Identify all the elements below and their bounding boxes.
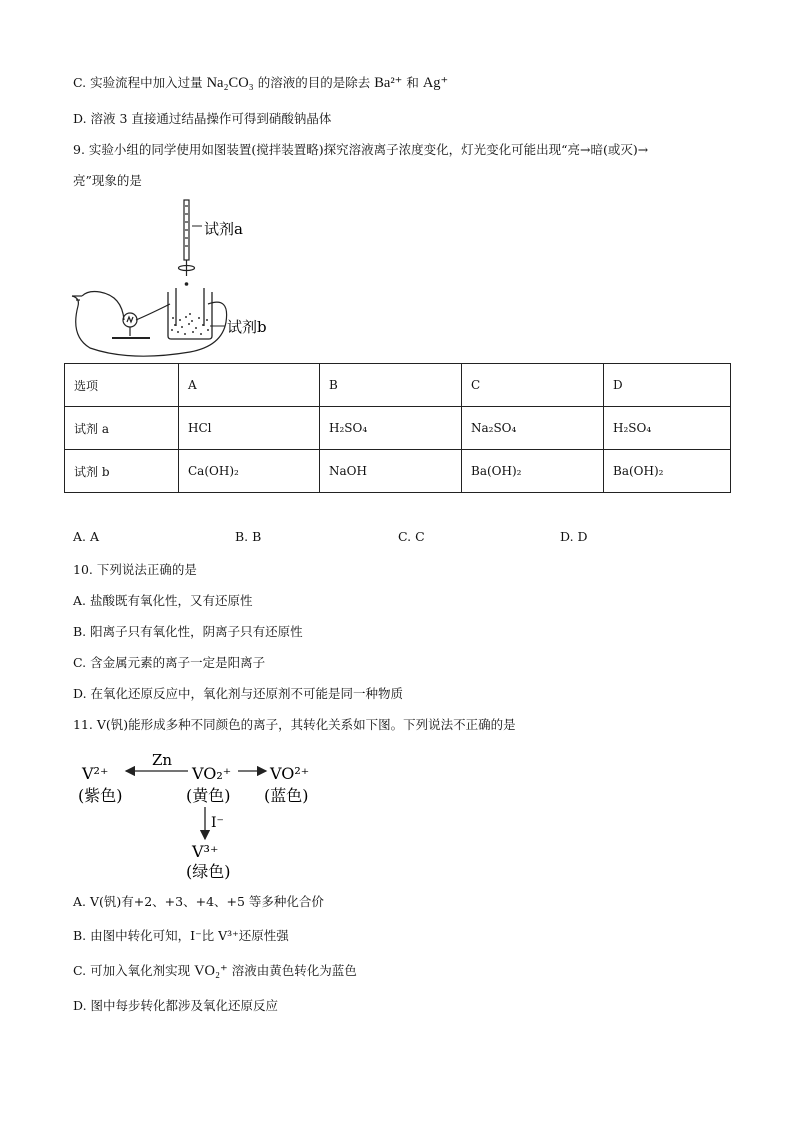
q9-answer-c[interactable]: C. C [398,529,425,544]
q11-option-b: B. 由图中转化可知，I⁻比 V³⁺还原性强 [73,928,289,943]
q11-option-d: D. 图中每步转化都涉及氧化还原反应 [73,998,279,1013]
q9-answer-d[interactable]: D. D [560,529,588,544]
q11-formula-vo2p: VO₂⁺ [194,963,228,979]
q11-option-c-text: C. 可加入氧化剂实现 [73,963,191,978]
q9-apparatus-figure [70,196,310,361]
ion-v2-color: (紫色) [78,786,123,805]
label-reagent-b: 试剂b [227,318,267,336]
q10-stem: 10. 下列说法正确的是 [73,562,197,577]
table-header-row [65,364,731,407]
q9-answer-a[interactable]: A. A [73,529,100,544]
q8-ion-ba: Ba²⁺ [374,75,403,91]
table-cell: H₂SO₄ [320,407,462,450]
table-header-cell: A [179,364,320,407]
q8-ion-ag: Ag⁺ [422,75,449,91]
q10-option-c: C. 含金属元素的离子一定是阳离子 [73,655,266,670]
q11-option-c [73,962,357,980]
table-cell: NaOH [320,450,462,493]
q8-option-c-text-mid: 的溶液的目的是除去 [257,75,371,90]
table-row [65,450,731,493]
q8-option-d: D. 溶液 3 直接通过结晶操作可得到硝酸钠晶体 [73,111,332,126]
q8-option-c-text: C. 实验流程中加入过量 [73,75,203,90]
table-header-cell: D [604,364,731,407]
q9-stem-line2: 亮”现象的是 [73,173,142,188]
table-row [65,407,731,450]
ion-v3: V³⁺ [192,842,219,861]
ion-v3-color: (绿色) [186,862,231,880]
burette-icon [179,200,195,285]
q9-answer-b[interactable]: B. B [235,529,262,544]
reagent-iodide: I⁻ [211,815,224,831]
q8-option-c [73,74,448,92]
table-cell: Ba(OH)₂ [462,450,604,493]
q11-option-c-text-post: 溶液由黄色转化为蓝色 [231,963,357,978]
label-reagent-a: 试剂a [204,220,243,238]
q10-option-d: D. 在氧化还原反应中，氧化剂与还原剂不可能是同一种物质 [73,686,404,701]
table-cell: Ca(OH)₂ [179,450,320,493]
q10-option-a: A. 盐酸既有氧化性，又有还原性 [73,593,253,608]
q10-option-b: B. 阳离子只有氧化性，阴离子只有还原性 [73,624,303,639]
q9-options-table [64,363,731,493]
q9-stem-line1: 9. 实验小组的同学使用如图装置(搅拌装置略)探究溶液离子浓度变化，灯光变化可能出现“亮→暗(或灭)→ [73,142,649,157]
table-header-cell: B [320,364,462,407]
q11-stem: 11. V(钒)能形成多种不同颜色的离子，其转化关系如下图。下列说法不正确的是 [73,717,516,732]
q8-formula-na2co3: Na₂CO₃ [206,75,254,91]
ion-vo2-color: (蓝色) [264,786,309,805]
table-cell: HCl [179,407,320,450]
ion-v2: V²⁺ [82,764,109,783]
q8-option-c-and: 和 [406,75,419,90]
q11-vanadium-diagram [70,745,330,880]
table-cell: 试剂 b [65,450,179,493]
ion-vo2p: VO₂⁺ [192,764,232,783]
table-cell: 试剂 a [65,407,179,450]
table-cell: Na₂SO₄ [462,407,604,450]
ion-vo2p-color: (黄色) [186,786,231,805]
q11-option-a: A. V(钒)有+2、+3、+4、+5 等多种化合价 [73,894,324,909]
solution-dots [171,313,209,335]
table-header-cell: 选项 [65,364,179,407]
reagent-zn: Zn [152,751,173,769]
table-cell: Ba(OH)₂ [604,450,731,493]
ion-vo2: VO²⁺ [270,764,310,783]
table-header-cell: C [462,364,604,407]
table-cell: H₂SO₄ [604,407,731,450]
